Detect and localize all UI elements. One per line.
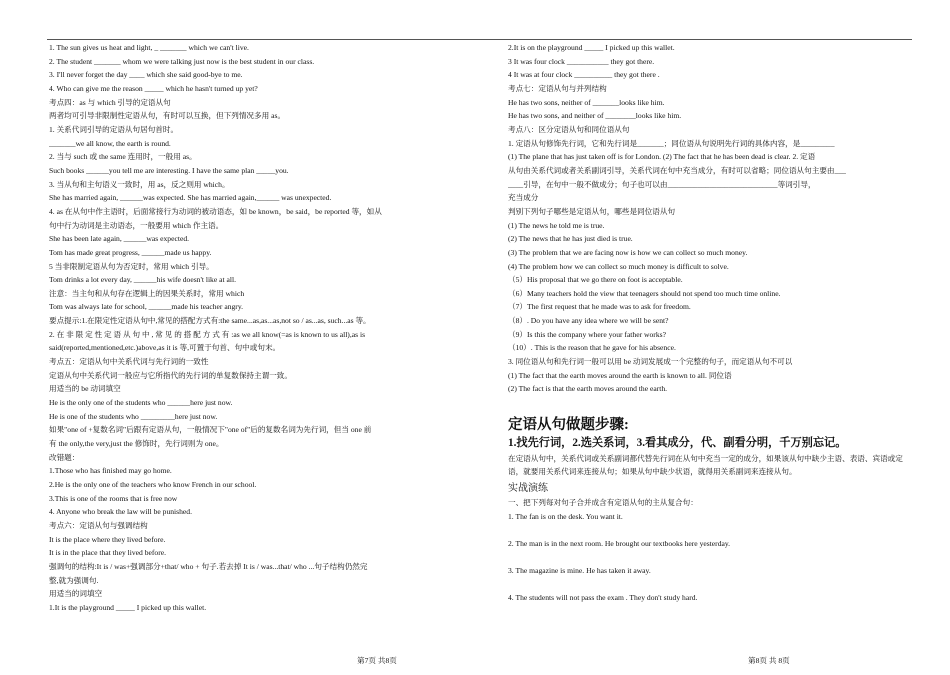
left-line-12: She has married again, ______was expected. She has married again,______ was unexpected.: [49, 193, 332, 203]
left-line-23: said(reported,mentioned,etc.)above,as it is 等,可置于句首、句中或句末。: [49, 343, 281, 353]
left-line-1: 1. The sun gives us heat and light, _ _______ which we can't live.: [49, 43, 249, 52]
left-line-42: 用适当的词填空: [49, 589, 103, 599]
left-line-33: 1.Those who has finished may go home.: [49, 466, 172, 476]
left-line-40: 强调句的结构:It is / was+强调部分+that/ who + 句子.若去掉 It is / was...that/ who ...句子结构仍然完: [49, 561, 368, 571]
left-line-21: 要点提示:1.在限定性定语从句中,常见的搭配方式有:the same...as,as...as,not so / as...as, such...as 等。: [49, 316, 371, 326]
practice-intro: 一、把下列每对句子合并成含有定语从句的主从复合句：: [508, 497, 698, 507]
left-line-7: 1. 关系代词引导的定语从句居句首时。: [49, 124, 179, 134]
left-line-17: 5 当非限制定语从句为否定时，常用 which 引导。: [49, 261, 214, 271]
right-line-24: 3. 同位语从句和先行词一般可以用 be 动词发展成一个完整的句子，而定语从句不可以: [508, 357, 793, 367]
left-line-34: 2.He is the only one of the teachers who know French in our school.: [49, 480, 257, 489]
right-line-7: 考点八：区分定语从句和同位语从句: [508, 124, 630, 134]
practice-item-1: 1. The fan is on the desk. You want it.: [508, 511, 623, 521]
left-line-28: He is the only one of the students who ______here just now.: [49, 398, 233, 408]
right-line-8: 1. 定语从句修饰先行词，它和先行词是_______；同位语从句说明先行词的具体内容，是_________: [508, 138, 835, 148]
right-line-10: 从句由关系代词或者关系副词引导，关系代词在句中充当成分，有时可以省略；同位语从句主要由___: [508, 165, 846, 175]
right-line-11: ____引导，在句中一般不做成分；句子也可以由_____________________________等词引导，: [508, 179, 816, 189]
practice-item-4: 4. The students will not pass the exam . They don't study hard.: [508, 593, 698, 603]
right-line-9: (1) The plane that has just taken off is for London. (2) The fact that he has been dead is clear. 2. 定语: [508, 152, 816, 162]
right-line-26: (2) The fact is that the earth moves around the earth.: [508, 384, 668, 394]
left-line-25: 考点五：定语从句中关系代词与先行词的一致性: [49, 357, 209, 367]
left-line-16: Tom has made great progress, ______made us happy.: [49, 247, 212, 257]
left-line-14: 句中行为动词是主动语态，一般要用 which 作主语。: [49, 220, 224, 230]
practice-item-3: 3. The magazine is mine. He has taken it away.: [508, 566, 651, 576]
page-number-right: 第8页 共 8页: [748, 656, 790, 665]
left-line-43: 1.It is the playground _____ I picked up this wallet.: [49, 602, 207, 612]
left-page-column: [49, 41, 444, 615]
left-line-31: 有 the only,the very,just the 修饰时，先行词则为 one。: [49, 439, 224, 449]
left-line-15: She has been late again, ______was expected.: [49, 234, 190, 244]
left-line-36: 4. Anyone who break the law will be punished.: [49, 507, 192, 517]
right-line-18: （5）His proposal that we go there on foot is acceptable.: [508, 275, 683, 285]
right-line-22: （9）Is this the company where your father works?: [508, 329, 666, 339]
right-line-12: 充当成分: [508, 193, 539, 203]
left-line-27: 用适当的 be 动词填空: [49, 384, 121, 394]
left-line-38: It is the place where they lived before.: [49, 534, 166, 544]
practice-item-2: 2. The man is in the next room. He brought our textbooks here yesterday.: [508, 538, 731, 548]
right-line-6: He has two sons, and neither of ________looks like him.: [508, 111, 682, 121]
left-line-29: He is one of the students who _________here just now.: [49, 411, 218, 421]
left-line-39: It is in the place that they lived before.: [49, 548, 167, 558]
left-line-8: _______we all know, the earth is round.: [49, 138, 171, 148]
right-line-15: (2) The news that he has just died is true.: [508, 234, 633, 244]
left-line-2: 2. The student _______ whom we were talking just now is the best student in our class.: [49, 56, 315, 66]
left-line-20: Tom was always late for school, ______made his teacher angry.: [49, 302, 244, 312]
left-line-10: Such books ______you tell me are interesting. I have the same plan _____you.: [49, 165, 289, 175]
steps-line: 1.找先行词，2.选关系词，3.看其成分，代、副看分明，千万别忘记。: [508, 436, 847, 449]
right-line-5: He has two sons, neither of _______looks like him.: [508, 97, 665, 107]
practice-title: 实战演练: [508, 482, 548, 494]
right-line-3: 4 It was at four clock __________ they got there .: [508, 70, 660, 80]
right-line-16: (3) The problem that we are facing now is how we can collect so much money.: [508, 247, 748, 257]
page-number-left: 第7页 共8页: [357, 656, 397, 665]
right-line-25: (1) The fact that the earth moves around the earth is known to all. 同位语: [508, 370, 732, 380]
left-line-26: 定语从句中关系代词一般应与它所指代的先行词的单复数保持主谓一致。: [49, 370, 292, 380]
right-line-13: 判别下列句子哪些是定语从句，哪些是同位语从句: [508, 206, 676, 216]
left-line-22: 2. 在 非 限 定 性 定 语 从 句 中 , 常 见 的 搭 配 方 式 有 :as we all know(=as is known to us all),as is: [49, 329, 366, 339]
left-line-5: 考点四：as 与 which 引导的定语从句: [49, 97, 171, 107]
right-line-17: (4) The problem how we can collect so much money is difficult to solve.: [508, 261, 729, 271]
left-line-41: 整,就为强调句.: [49, 575, 99, 585]
left-line-35: 3.This is one of the rooms that is free now: [49, 493, 178, 503]
right-page-column: [508, 41, 903, 605]
right-line-1: 2.It is on the playground _____ I picked up this wallet.: [508, 43, 675, 52]
right-line-23: （10）. This is the reason that he gave for his absence.: [508, 343, 676, 353]
page-top-rule: [47, 39, 912, 40]
left-line-30: 如果"one of +复数名词"后跟有定语从句，一般情况下"one of"后的复数名词为先行词，但当 one 前: [49, 425, 372, 435]
steps-explanation: 在定语从句中，关系代词或关系副词都代替先行词在从句中充当一定的成分，如果该从句中缺少主语、表语、宾语或定语，就要用关系代词来连接从句；如果从句中缺少状语，就得用关系副词来连接从句。: [508, 453, 903, 477]
left-line-4: 4. Who can give me the reason _____ which he hasn't turned up yet?: [49, 83, 258, 93]
right-line-14: (1) The news he told me is true.: [508, 220, 605, 230]
right-line-19: （6）Many teachers hold the view that teenagers should not spend too much time online.: [508, 288, 781, 298]
left-line-3: 3. I'll never forget the day ____ which she said good-bye to me.: [49, 70, 243, 80]
right-line-20: （7）The first request that he made was to ask for freedom.: [508, 302, 691, 312]
left-line-6: 两者均可引导非限制性定语从句，有时可以互换，但下列情况多用 as。: [49, 111, 286, 121]
right-line-21: （8）. Do you have any idea where we will be sent?: [508, 316, 669, 326]
left-line-11: 3. 当从句和主句语义一致时，用 as，反之则用 which。: [49, 179, 230, 189]
left-line-18: Tom drinks a lot every day, ______his wife doesn't like at all.: [49, 275, 236, 285]
left-line-13: 4. as 在从句中作主语时，后面常接行为动词的被动语态，如 be known，be said，be reported 等，如从: [49, 206, 382, 216]
right-top-lines: [508, 41, 903, 396]
steps-heading: 定语从句做题步骤:: [508, 416, 629, 433]
left-line-37: 考点六：定语从句与强调结构: [49, 520, 148, 530]
right-line-2: 3 It was four clock ___________ they got there.: [508, 56, 655, 66]
left-line-19: 注意：当主句和从句存在逻辑上的因果关系时，常用 which: [49, 288, 245, 298]
left-line-32: 改错题：: [49, 452, 80, 462]
left-line-9: 2. 当与 such 或 the same 连用时，一般用 as。: [49, 152, 197, 162]
right-line-4: 考点七：定语从句与并列结构: [508, 83, 607, 93]
